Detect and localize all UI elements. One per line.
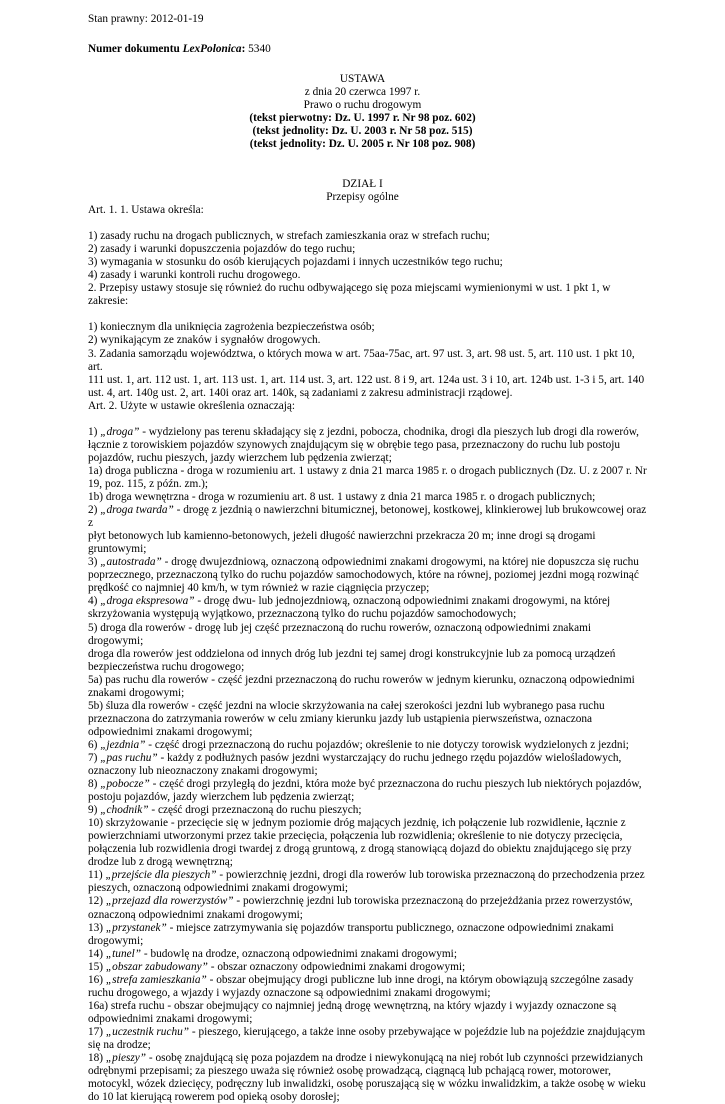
- definition-term: „przejście dla pieszych”: [105, 869, 217, 882]
- definition-1a: 1a) droga publiczna - droga w rozumieniu art. 1 ustawy z dnia 21 marca 1985 r. o drogach publicznych (Dz. U. z 2007 r. Nr: [88, 464, 647, 477]
- definition-16a: 16a) strefa ruchu - obszar obejmujący co najmniej jedną drogę wewnętrzną, na który wjazdy i wyjazdy oznaczone są: [88, 999, 617, 1012]
- legal-status-line: Stan prawny: 2012-01-19: [88, 13, 204, 25]
- definition-number: 6): [88, 738, 101, 751]
- definition-number: 13): [88, 921, 106, 934]
- definition-18: [88, 1052, 648, 1065]
- definition-number: 14): [88, 947, 106, 960]
- definition-term: „pieszy”: [105, 1052, 147, 1065]
- definition-6: [88, 739, 648, 752]
- definition-15: [88, 961, 648, 974]
- definition-16: [88, 974, 648, 987]
- definition-term: „droga”: [100, 425, 140, 438]
- act-original-text: (tekst pierwotny: Dz. U. 1997 r. Nr 98 poz. 602): [249, 112, 476, 125]
- definition-8: [88, 778, 648, 791]
- definition-3: [88, 556, 648, 569]
- definition-text: - powierzchnię jezdni lub torowiska przeznaczoną do przejeżdżania przez rowerzystów,: [233, 895, 633, 908]
- definition-11: [88, 869, 648, 882]
- act-type: USTAWA: [339, 73, 386, 85]
- section-title: Przepisy ogólne: [326, 191, 399, 204]
- doc-number-prefix: Numer dokumentu: [88, 43, 183, 55]
- definition-number: 3): [88, 556, 101, 569]
- definition-text: - część drogi przyległą do jezdni, która może być przeznaczona do ruchu pieszych lub niektórych pojazdów,: [149, 778, 642, 791]
- definition-5a-line: znakami drogowymi;: [88, 686, 185, 699]
- definition-number: 17): [88, 1025, 106, 1038]
- definition-10-line: drodze lub z drogą wewnętrzną;: [88, 856, 233, 869]
- definition-17-line: się na drodze;: [88, 1039, 151, 1051]
- art1-para2-item-2: 2) wynikającym ze znaków i sygnałów drogowych.: [88, 334, 321, 347]
- definition-11-line: pieszych, oznaczoną odpowiednimi znakami drogowymi;: [88, 882, 349, 895]
- definition-term: „strefa zamieszkania”: [105, 973, 207, 986]
- definition-14: [88, 948, 648, 961]
- definition-term: „pas ruchu”: [100, 751, 158, 764]
- section-heading: [0, 178, 725, 204]
- definition-term: „obszar zabudowany”: [105, 960, 208, 973]
- art1-item-4: 4) zasady i warunki kontroli ruchu drogowego.: [88, 269, 301, 282]
- definition-1-line: łącznie z torowiskiem pojazdów szynowych znajdującym się w obrębie tego pasa, przeznaczony do ruchu lub postoju: [88, 438, 621, 451]
- definition-16a-line: odpowiednimi znakami drogowymi;: [88, 1012, 253, 1025]
- definition-text: - obszar obejmujący drogi publiczne lub inne drogi, na którym obowiązują szczególne zasady: [206, 973, 634, 986]
- definition-number: 7): [88, 751, 101, 764]
- definition-10: 10) skrzyżowanie - przecięcie się w jednym poziomie dróg mających jezdnię, ich połączenie lub rozwidlenie, łącznie z: [88, 817, 626, 830]
- definition-number: 2): [88, 504, 101, 517]
- definition-term: „autostrada”: [100, 556, 162, 569]
- definition-1: [88, 426, 648, 439]
- definition-10-line: powierzchniami utworzonymi przez takie przecięcia, połączenia lub rozwidlenia; określenie to nie dotyczy przecięcia,: [88, 830, 623, 843]
- definition-12-line: oznaczoną odpowiednimi znakami drogowymi;: [88, 908, 303, 921]
- definition-number: 18): [88, 1052, 106, 1065]
- definition-13: [88, 922, 648, 935]
- definition-3-line: prędkość co najmniej 40 km/h, w tym również w razie ciągnięcia przyczep;: [88, 582, 430, 595]
- definition-number: 9): [88, 804, 101, 817]
- definition-term: „przystanek”: [105, 921, 167, 934]
- art1-para-2: 2. Przepisy ustawy stosuje się również do ruchu odbywającego się poza miejscami wymienionymi w ust. 1 pkt 1, w zakresie:: [88, 282, 611, 308]
- definition-1b: 1b) droga wewnętrzna - droga w rozumieniu art. 8 ust. 1 ustawy z dnia 21 marca 1985 r. o drogach publicznych;: [88, 491, 596, 504]
- definition-term: „droga ekspresowa”: [100, 595, 195, 608]
- art1-para-3-line: ust. 4, art. 140g ust. 2, art. 140i oraz art. 140k, są zadaniami z zakresu administracji rządowej.: [88, 386, 513, 399]
- definition-5-line: droga dla rowerów jest oddzielona od innych dróg lub jezdni tej samej drogi konstrukcyjnie lub za pomocą urządzeń: [88, 647, 616, 660]
- definition-5b-line: przeznaczona do zatrzymania rowerów w celu zmiany kierunku jazdy lub ustąpienia pierwszeństwa, oznaczona: [88, 712, 593, 725]
- article-1: [88, 204, 648, 1104]
- art1-item-2: 2) zasady i warunki dopuszczenia pojazdów do tego ruchu;: [88, 243, 356, 256]
- definition-term: „tunel”: [105, 947, 142, 960]
- definition-text: - drogę z jezdnią o nawierzchni bitumicznej, betonowej, kostkowej, klinkierowej lub brukowcowej oraz z: [88, 504, 647, 530]
- definition-5: 5) droga dla rowerów - drogę lub jej część przeznaczoną do ruchu rowerów, oznaczoną odpowiednimi znakami drogowymi;: [88, 621, 592, 647]
- document-number-value: 5340: [245, 43, 271, 55]
- definition-7: [88, 752, 648, 765]
- definition-number: 4): [88, 595, 101, 608]
- definition-number: 8): [88, 778, 101, 791]
- definition-5b: 5b) śluza dla rowerów - część jezdni na wlocie skrzyżowania na całej szerokości jezdni lub wybranego pasa ruchu: [88, 699, 605, 712]
- definition-term: „przejazd dla rowerzystów”: [105, 895, 234, 908]
- definition-text: - każdy z podłużnych pasów jezdni wystarczający do ruchu jednego rzędu pojazdów wielośladowych,: [157, 751, 622, 764]
- definition-term: „uczestnik ruchu”: [105, 1025, 190, 1038]
- definition-12: [88, 895, 648, 908]
- definition-text: - obszar oznaczony odpowiednimi znakami drogowymi;: [207, 960, 466, 973]
- definition-2-line: płyt betonowych lub kamienno-betonowych, jeżeli długość nawierzchni przekracza 20 m; inne drogi są drogami gruntowymi;: [88, 530, 596, 556]
- definition-8-line: postoju pojazdów, jazdy wierzchem lub pędzenia zwierząt;: [88, 791, 355, 804]
- definition-10-line: połączenia lub rozwidlenia drogi twardej z drogą gruntową, z drogą stanowiącą dojazd do obiektu znajdującego się przy: [88, 843, 632, 856]
- definition-term: „pobocze”: [100, 778, 150, 791]
- definition-4-line: skrzyżowania występują wyjątkowo, przeznaczoną tylko do ruchu pojazdów samochodowych;: [88, 608, 517, 621]
- act-name: Prawo o ruchu drogowym: [303, 99, 422, 112]
- definition-18-line: odrębnymi przepisami; za pieszego uważa się również osobę prowadzącą, ciągnącą lub pchającą rower, motorower,: [88, 1065, 611, 1078]
- document-number-label: [88, 43, 245, 55]
- definition-text: - drogę dwu- lub jednojezdniową, oznaczoną odpowiednimi znakami drogowymi, na której: [194, 595, 611, 608]
- definition-term: „droga twarda”: [100, 504, 174, 517]
- definition-number: 12): [88, 895, 106, 908]
- definition-text: - część drogi przeznaczoną do ruchu pojazdów; określenie to nie dotyczy torowisk wydzielonych z jezdni;: [145, 738, 629, 751]
- definition-3-line: poprzecznego, przeznaczoną tylko do ruchu pojazdów samochodowych, które na równej, poziomej jezdni mogą rozwinąć: [88, 569, 639, 582]
- definition-2: [88, 504, 648, 530]
- art1-para2-item-1: 1) koniecznym dla uniknięcia zagrożenia bezpieczeństwa osób;: [88, 321, 375, 334]
- art2-intro: Art. 2. Użyte w ustawie określenia oznaczają:: [88, 399, 296, 412]
- art1-item-3: 3) wymagania w stosunku do osób kierujących pojazdami i innych uczestników tego ruchu;: [88, 256, 503, 269]
- definition-text: - budowlę na drodze, oznaczoną odpowiednimi znakami drogowymi;: [141, 947, 457, 960]
- definition-4: [88, 595, 648, 608]
- definition-text: - osobę znajdującą się poza pojazdem na drodze i niewykonującą na niej robót lub czynności przewidzianych: [146, 1052, 643, 1065]
- definition-1-line: pojazdów, ruchu pieszych, jazdy wierzchem lub pędzenia zwierząt;: [88, 451, 392, 464]
- definition-18-line: motocykl, wózek dziecięcy, podręczny lub inwalidzki, osobę poruszającą się w wózku inwalidzkim, a także osobę w wieku: [88, 1078, 646, 1091]
- definition-18-line: do 10 lat kierującą rowerem pod opieką osoby dorosłej;: [88, 1091, 340, 1104]
- definition-number: 1): [88, 425, 101, 438]
- definition-16-line: ruchu drogowego, a wjazdy i wyjazdy oznaczone są odpowiednimi znakami drogowymi;: [88, 986, 491, 999]
- definition-1a-line: 19, poz. 115, z późn. zm.);: [88, 477, 209, 490]
- definition-9: [88, 804, 648, 817]
- definition-5b-line: odpowiednimi znakami drogowymi;: [88, 725, 253, 738]
- definition-text: - miejsce zatrzymywania się pojazdów transportu publicznego, oznaczone odpowiednimi znakami: [166, 921, 614, 934]
- definition-term: „jezdnia”: [100, 738, 146, 751]
- definition-number: 16): [88, 973, 106, 986]
- definition-text: - wydzielony pas terenu składający się z jezdni, pobocza, chodnika, drogi dla pieszych lub drogi dla rowerów,: [139, 425, 640, 438]
- section-number: DZIAŁ I: [342, 178, 383, 190]
- definition-term: „chodnik”: [100, 804, 149, 817]
- definition-text: - drogę dwujezdniową, oznaczoną odpowiednimi znakami drogowymi, na której nie dopuszcza się ruchu: [161, 556, 639, 569]
- definition-7-line: oznaczony lub nieoznaczony znakami drogowymi;: [88, 765, 318, 778]
- document-number-line: [88, 43, 271, 56]
- definition-13-line: drogowymi;: [88, 934, 144, 947]
- definition-5a: 5a) pas ruchu dla rowerów - część jezdni przeznaczoną do ruchu rowerów w jednym kierunku, oznaczoną odpowiednimi: [88, 673, 635, 686]
- definition-number: 15): [88, 960, 106, 973]
- art1-para-3-line: 3. Zadania samorządu województwa, o których mowa w art. 75aa-75ac, art. 97 ust. 3, art. 98 ust. 5, art. 110 ust. 1 pkt 10, art.: [88, 347, 635, 373]
- definition-number: 11): [88, 869, 106, 882]
- art1-item-1: 1) zasady ruchu na drogach publicznych, w strefach zamieszkania oraz w strefach ruchu;: [88, 230, 490, 243]
- definition-text: - część drogi przeznaczoną do ruchu pieszych;: [148, 804, 362, 817]
- act-consolidated-text-2003: (tekst jednolity: Dz. U. 2003 r. Nr 58 poz. 515): [252, 125, 473, 138]
- art1-para-3-line: 111 ust. 1, art. 112 ust. 1, art. 113 ust. 1, art. 114 ust. 3, art. 122 ust. 8 i 9, art. 124a ust. 3 i 10, art. 124b ust. 1-3 i 5, art. 140: [88, 373, 645, 386]
- doc-number-suffix: :: [241, 43, 246, 55]
- doc-number-brand: LexPolonica: [182, 43, 242, 55]
- act-title-block: [0, 73, 725, 151]
- act-consolidated-text-2005: (tekst jednolity: Dz. U. 2005 r. Nr 108 poz. 908): [249, 138, 476, 151]
- definition-text: - powierzchnię jezdni, drogi dla rowerów lub torowiska przeznaczoną do przechodzenia przez: [216, 869, 645, 882]
- definition-5-line: bezpieczeństwa ruchu drogowego;: [88, 660, 245, 673]
- definition-17: [88, 1026, 648, 1039]
- definition-text: - pieszego, kierującego, a także inne osoby przebywające w pojeździe lub na pojeździe znajdującym: [189, 1025, 646, 1038]
- art1-intro: Art. 1. 1. Ustawa określa:: [88, 204, 204, 216]
- act-date: z dnia 20 czerwca 1997 r.: [304, 86, 421, 99]
